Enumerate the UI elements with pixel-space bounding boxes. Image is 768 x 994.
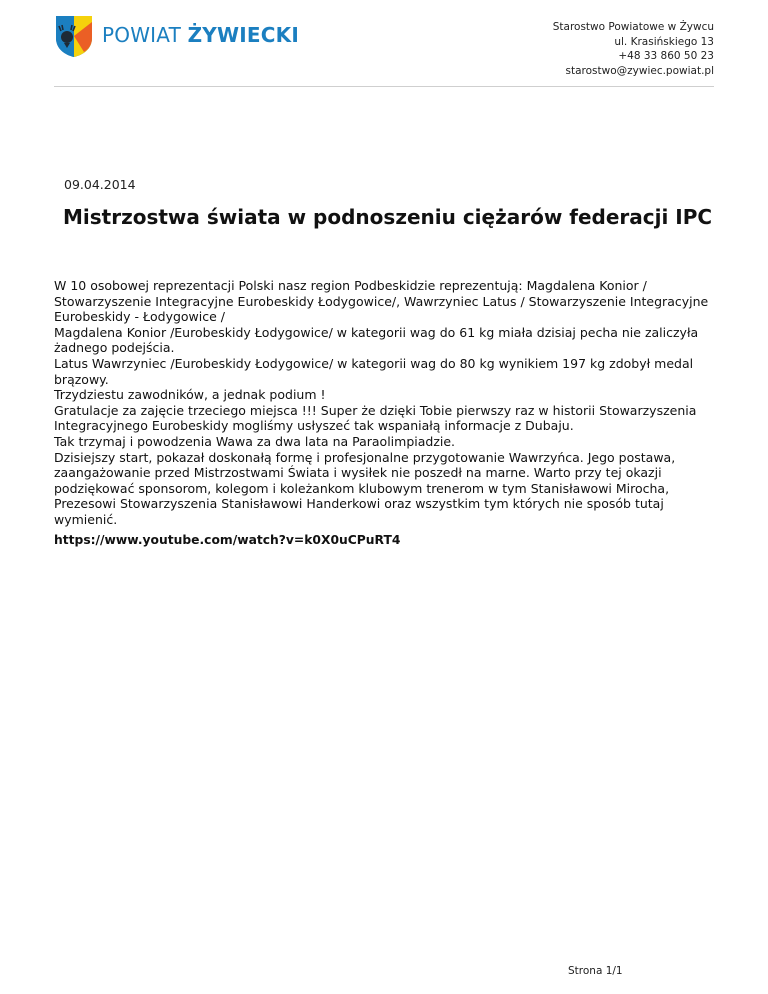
page-header bbox=[54, 14, 714, 77]
article-title: Mistrzostwa świata w podnoszeniu ciężarów federacji IPC bbox=[63, 205, 713, 229]
logo-text bbox=[102, 25, 299, 45]
contact-office-name: Starostwo Powiatowe w Żywcu bbox=[552, 21, 714, 33]
article-date: 09.04.2014 bbox=[64, 177, 136, 192]
contact-phone: +48 33 860 50 23 bbox=[618, 50, 714, 62]
article-paragraph: Dzisiejszy start, pokazał doskonałą formę i profesjonalne przygotowanie Wawrzyńca. Jego postawa, zaangażowanie przed Mistrzostwami Świata i wysiłek nie poszedł na marne. Warto przy tej okazji podziękować sponsorom, kolegom i koleżankom klubowym trenerom w tym Stanisławowi Mirocha, Prezesowi Stowarzyszenia Stanisławowi Handerkowi oraz wszystkim tym których nie sposób tutaj wymienić. bbox=[54, 449, 676, 527]
article-body bbox=[54, 278, 724, 528]
logo-word-powiat: POWIAT bbox=[102, 23, 182, 47]
contact-email[interactable]: starostwo@zywiec.powiat.pl bbox=[565, 64, 714, 77]
powiat-logo[interactable] bbox=[54, 14, 299, 58]
coat-of-arms-icon bbox=[54, 14, 94, 58]
article-paragraph: Trzydziestu zawodników, a jednak podium ! bbox=[54, 387, 326, 403]
logo-word-zywiecki: ŻYWIECKI bbox=[187, 23, 299, 47]
contact-block bbox=[553, 20, 714, 78]
article-paragraph: W 10 osobowej reprezentacji Polski nasz region Podbeskidzie reprezentują: Magdalena Konior / Stowarzyszenie Integracyjne Eurobeskidy Łodygowice/, Wawrzyniec Latus / Stowarzyszenie Integracyjne Eurobeskidy - Łodygowice / bbox=[54, 278, 709, 325]
article-paragraph: Latus Wawrzyniec /Eurobeskidy Łodygowice/ w kategorii wag do 80 kg wynikiem 197 kg zdobył medal brązowy. bbox=[54, 355, 694, 387]
page-number: Strona 1/1 bbox=[568, 965, 623, 977]
article-paragraph: Magdalena Konior /Eurobeskidy Łodygowice/ w kategorii wag do 61 kg miała dzisiaj pecha nie zaliczyła żadnego podejścia. bbox=[54, 324, 699, 356]
article-paragraph: Gratulacje za zajęcie trzeciego miejsca !!! Super że dzięki Tobie pierwszy raz w historii Stowarzyszenia Integracyjnego Eurobeskidy mogliśmy usłyszeć tak wspaniałą informacje z Dubaju. bbox=[54, 402, 697, 434]
youtube-link[interactable]: https://www.youtube.com/watch?v=k0X0uCPuRT4 bbox=[54, 533, 401, 547]
article-paragraph: Tak trzymaj i powodzenia Wawa za dwa lata na Paraolimpiadzie. bbox=[54, 433, 456, 449]
contact-address: ul. Krasińskiego 13 bbox=[614, 35, 714, 48]
header-divider bbox=[54, 86, 714, 87]
